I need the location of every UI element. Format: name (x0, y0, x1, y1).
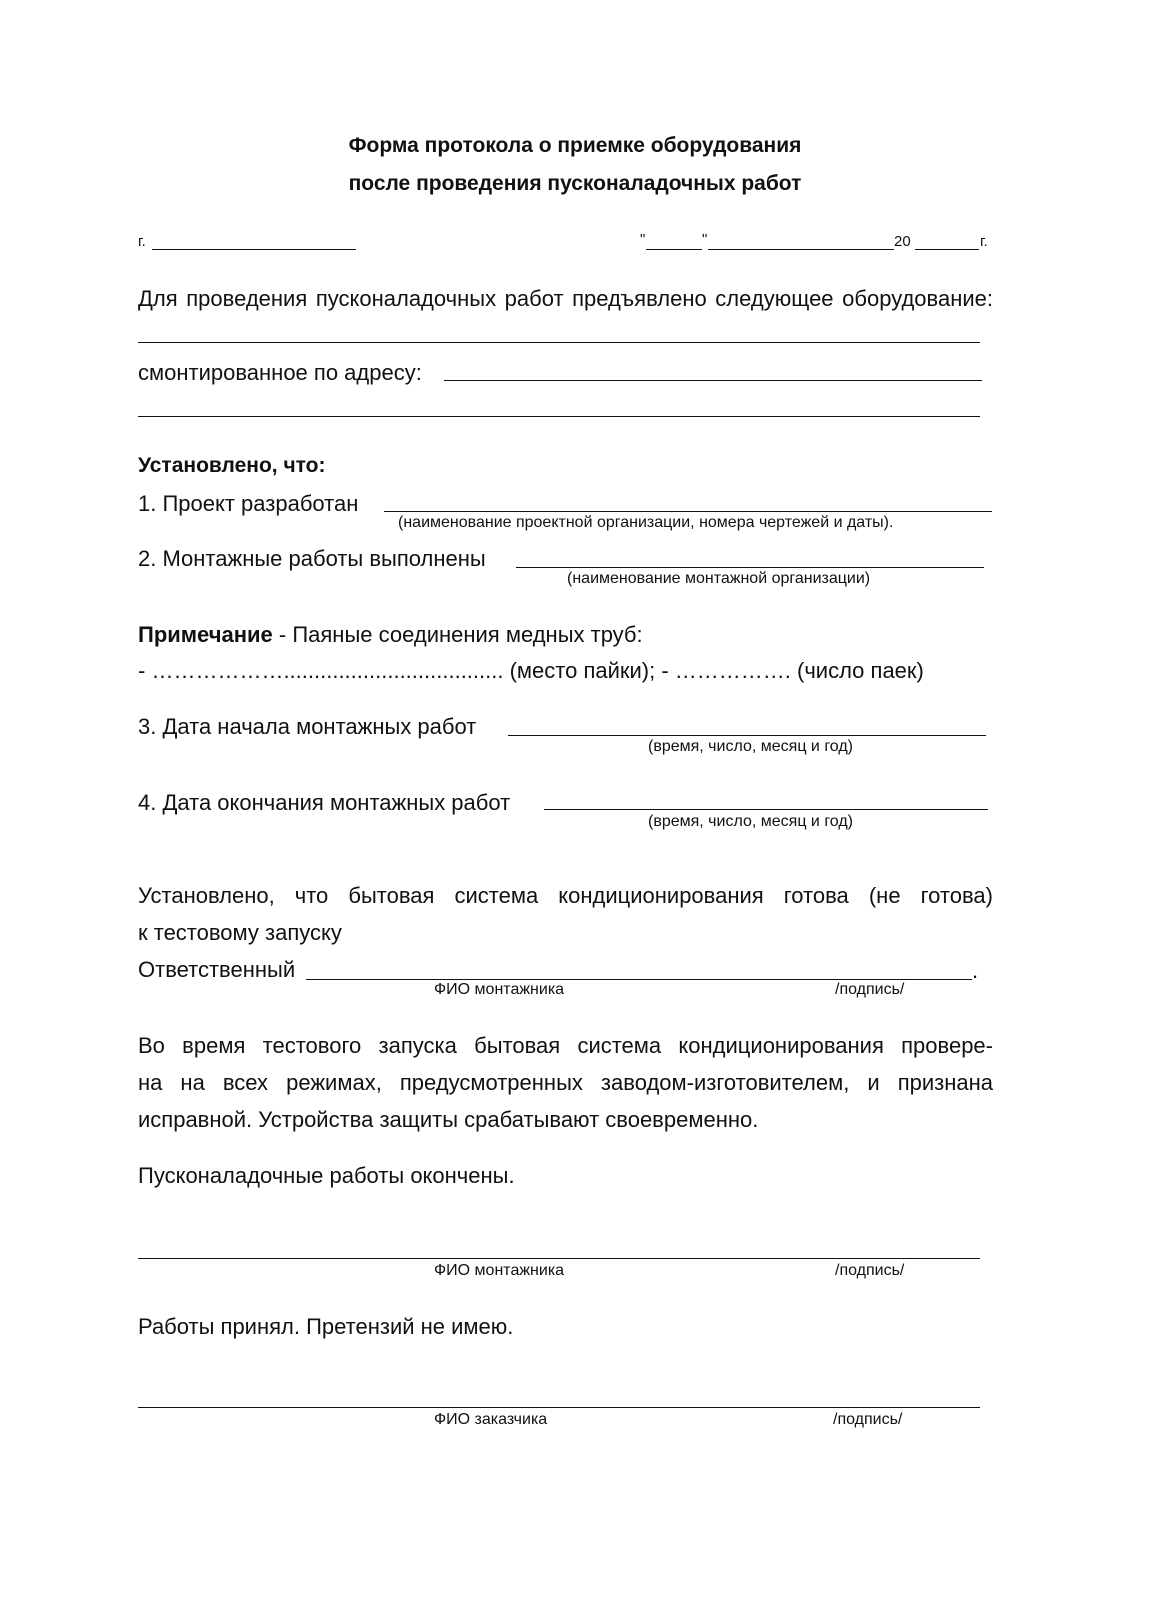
note-bold: Примечание (138, 622, 273, 647)
year-prefix: 20 (894, 233, 911, 250)
customer-fio-hint: ФИО заказчика (434, 1411, 548, 1428)
item1-field-line[interactable] (384, 511, 992, 512)
title-line-2: после проведения пусконаладочных работ (348, 172, 802, 195)
title-line-1: Форма протокола о приемке оборудования (348, 134, 802, 157)
address-field-line-2[interactable] (138, 416, 980, 417)
ready-line-1: Установлено, что бытовая система кондиционирования готова (не готова) (138, 883, 993, 908)
item4-label: 4. Дата окончания монтажных работ (138, 790, 511, 815)
installer-fio-hint: ФИО монтажника (434, 1262, 565, 1279)
item3-hint: (время, число, месяц и год) (648, 738, 854, 755)
note-text (138, 622, 643, 648)
note-solder-line: - ……………….................................... (место пайки); - ……………. (число паек) (138, 658, 924, 683)
established-heading: Установлено, что: (138, 454, 326, 477)
date-quote-open: " (640, 231, 646, 248)
city-field-line[interactable] (152, 249, 356, 250)
customer-signature-line[interactable] (138, 1407, 980, 1408)
responsible-signature-hint: /подпись/ (835, 981, 905, 998)
customer-signature-hint: /подпись/ (833, 1411, 903, 1428)
item4-field-line[interactable] (544, 809, 988, 810)
responsible-label: Ответственный (138, 957, 296, 982)
item2-label: 2. Монтажные работы выполнены (138, 546, 486, 571)
date-quote-close: " (702, 231, 708, 248)
year-suffix: г. (980, 233, 988, 250)
item2-field-line[interactable] (516, 567, 984, 568)
note-rest: - Паяные соединения медных труб: (272, 622, 643, 647)
item3-label: 3. Дата начала монтажных работ (138, 714, 477, 739)
responsible-end: . (972, 958, 979, 983)
test-line-2: на на всех режимах, предусмотренных заводом-изготовителем, и признана (138, 1070, 993, 1095)
month-field-line[interactable] (708, 249, 894, 250)
year-field-line[interactable] (915, 249, 979, 250)
address-label: смонтированное по адресу: (138, 360, 422, 385)
equipment-field-line[interactable] (138, 342, 980, 343)
city-prefix: г. (138, 233, 146, 250)
item4-hint: (время, число, месяц и год) (648, 813, 854, 830)
accepted-text: Работы принял. Претензий не имею. (138, 1314, 514, 1339)
ready-line-2: к тестовому запуску (138, 920, 342, 945)
test-line-3: исправной. Устройства защиты срабатывают своевременно. (138, 1107, 759, 1132)
test-line-1: Во время тестового запуска бытовая система кондиционирования провере- (138, 1033, 993, 1058)
address-field-line[interactable] (444, 380, 982, 381)
item1-hint: (наименование проектной организации, номера чертежей и даты). (398, 514, 894, 531)
installer-signature-hint: /подпись/ (835, 1262, 905, 1279)
item3-field-line[interactable] (508, 735, 986, 736)
finished-text: Пусконаладочные работы окончены. (138, 1163, 515, 1188)
responsible-field-line[interactable] (306, 979, 972, 980)
intro-text: Для проведения пусконаладочных работ предъявлено следующее оборудование: (138, 286, 993, 311)
day-field-line[interactable] (646, 249, 702, 250)
item1-label: 1. Проект разработан (138, 491, 359, 516)
responsible-fio-hint: ФИО монтажника (434, 981, 565, 998)
item2-hint: (наименование монтажной организации) (567, 570, 871, 587)
installer-signature-line[interactable] (138, 1258, 980, 1259)
